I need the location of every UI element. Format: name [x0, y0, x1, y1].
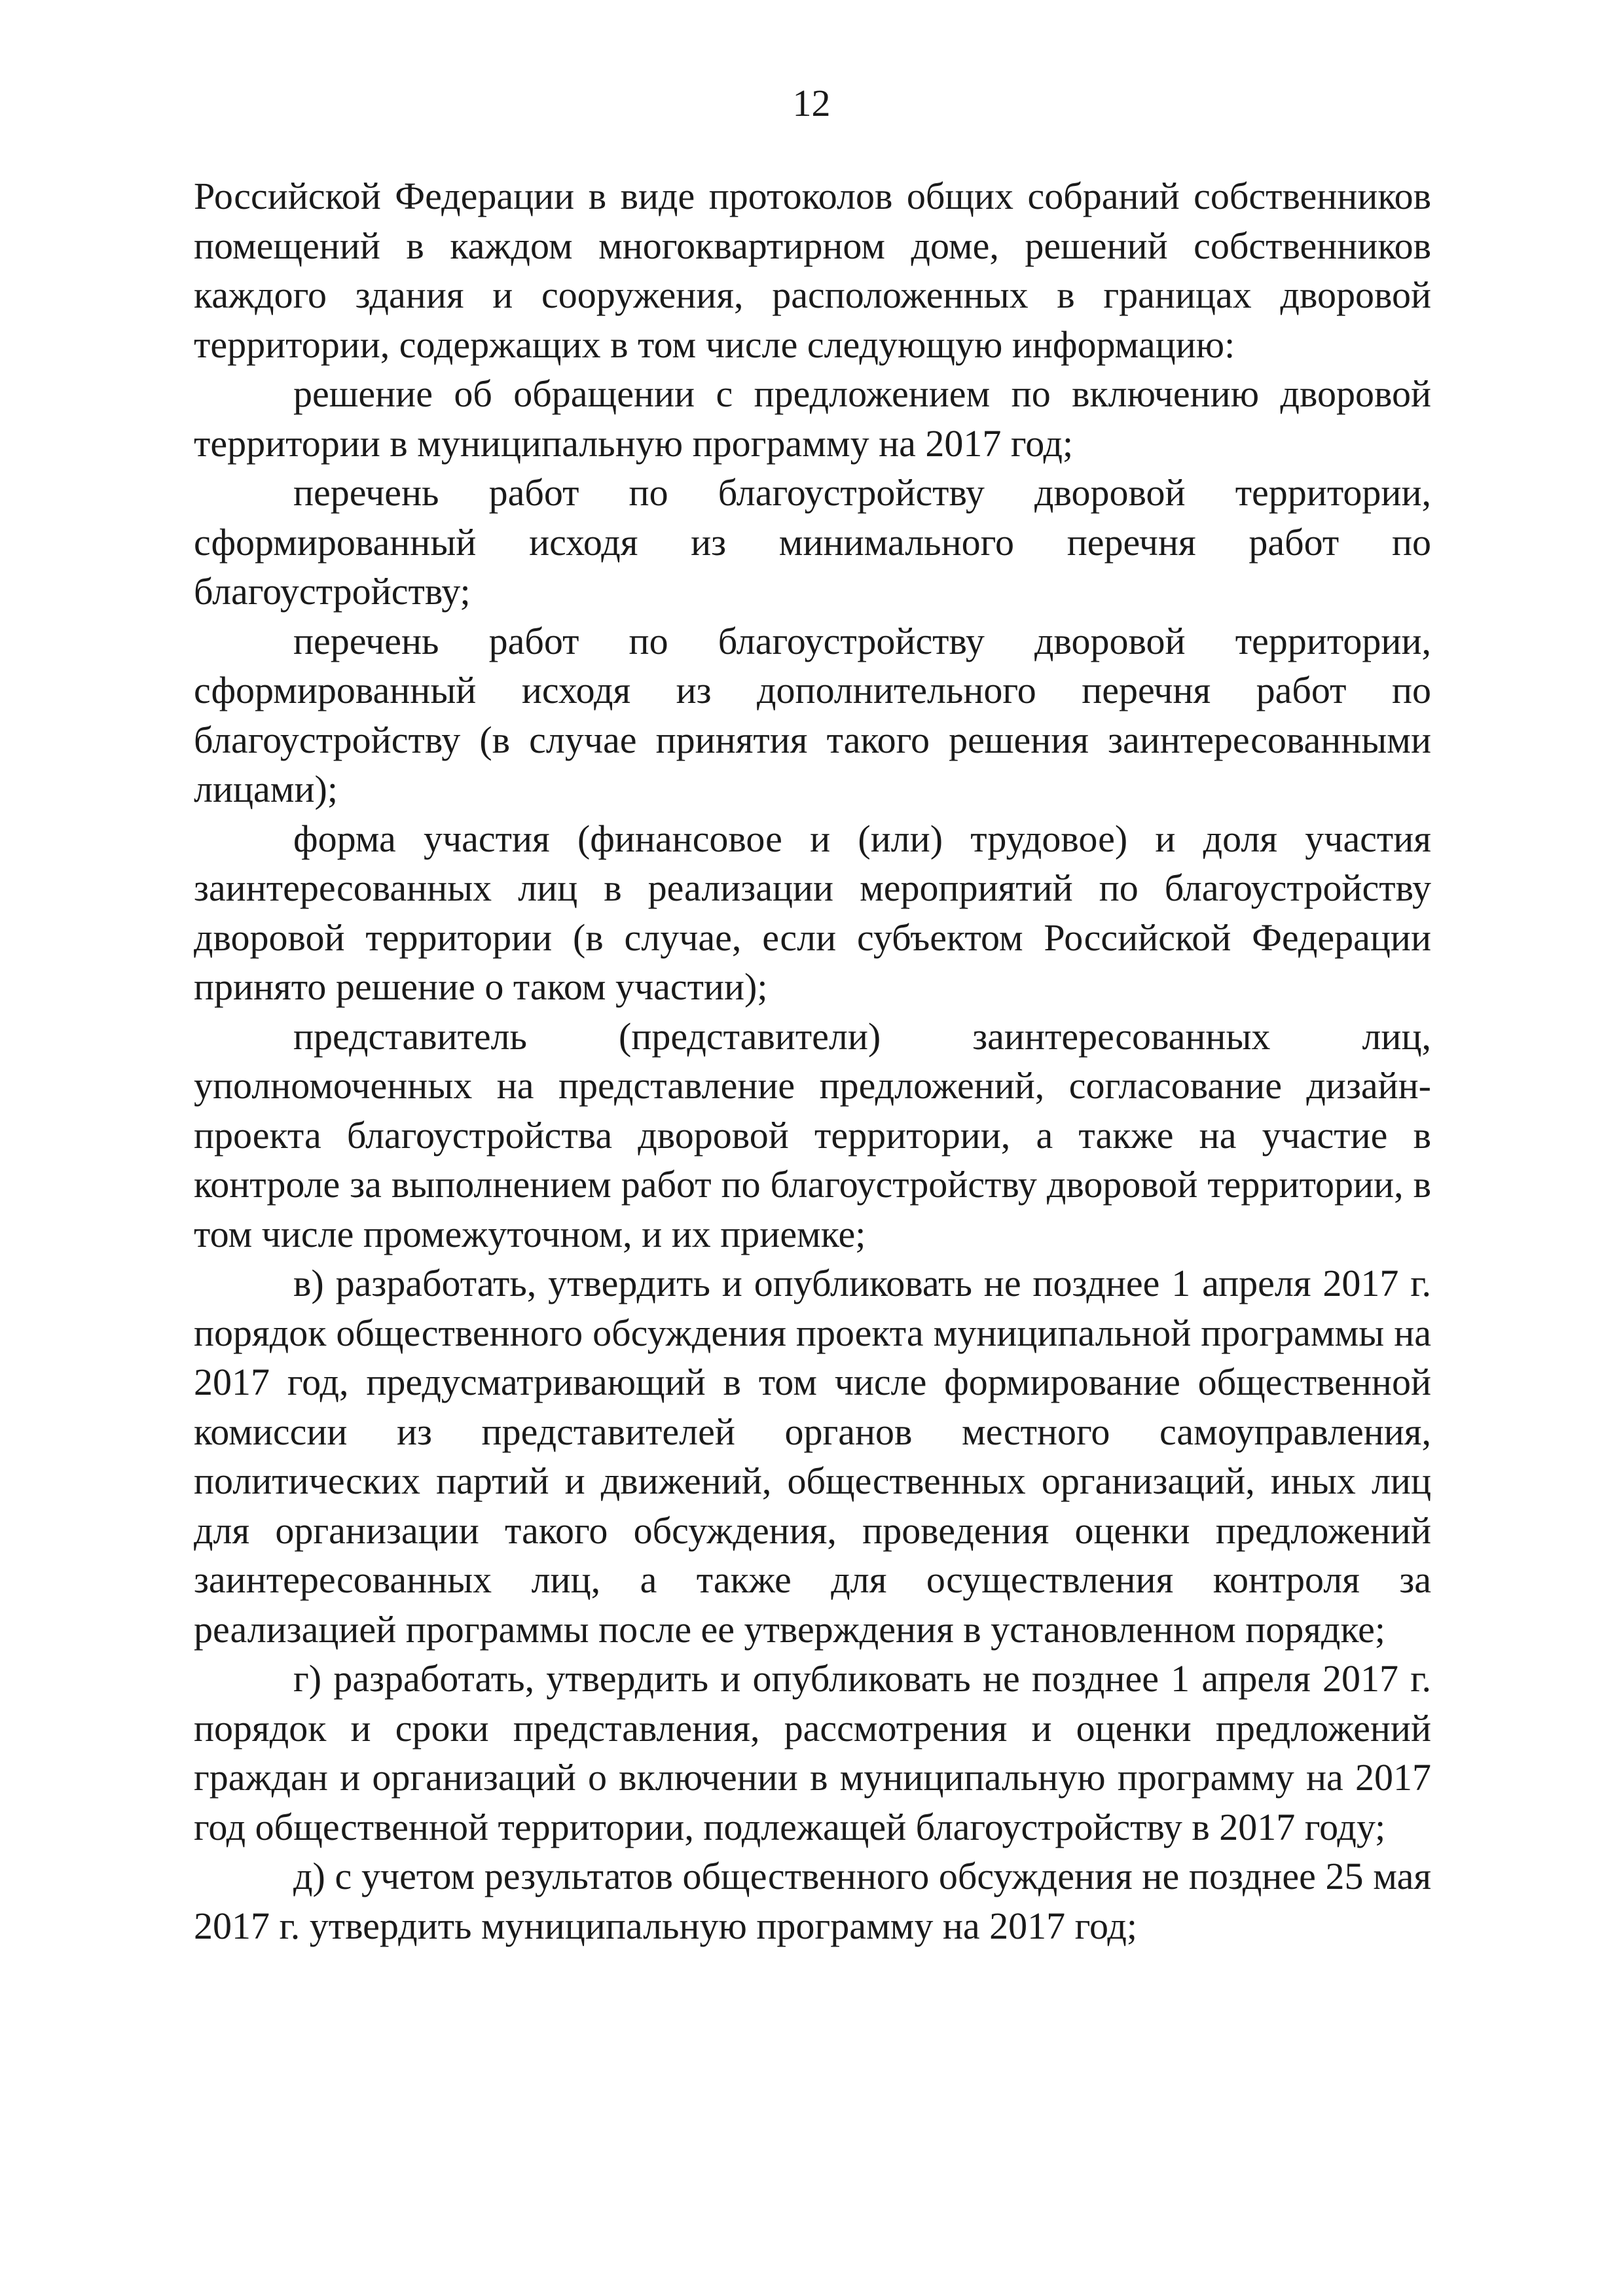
paragraph-decision-item: решение об обращении с предложением по включению дворовой территории в муниципальную программу на 2017 год; — [194, 372, 1431, 465]
paragraph-clause-v: в) разработать, утвердить и опубликовать не позднее 1 апреля 2017 г. порядок общественного обсуждения проекта муниципальной программы на 2017 год, предусматривающий в том числе формирование общественной комиссии из представителей органов местного самоуправления, политических партий и движений, общественных организаций, иных лиц для организации такого обсуждения, проведения оценки предложений заинтересованных лиц, а также для осуществления контроля за реализацией программы после ее утверждения в установленном порядке; — [194, 1262, 1431, 1651]
paragraph-clause-g: г) разработать, утвердить и опубликовать не позднее 1 апреля 2017 г. порядок и сроки представления, рассмотрения и оценки предложений граждан и организаций о включении в муниципальную программу на 2017 год общественной территории, подлежащей благоустройству в 2017 году; — [194, 1657, 1431, 1848]
document-body — [194, 171, 1431, 1950]
paragraph-participation-form-item: форма участия (финансовое и (или) трудовое) и доля участия заинтересованных лиц в реализации мероприятий по благоустройству дворовой территории (в случае, если субъектом Российской Федерации принято решение о таком участии); — [194, 817, 1431, 1008]
paragraph-representatives-item: представитель (представители) заинтересованных лиц, уполномоченных на представление предложений, согласование дизайн-проекта благоустройства дворовой территории, а также на участие в контроле за выполнением работ по благоустройству дворовой территории, в том числе промежуточном, и их приемке; — [194, 1014, 1431, 1255]
paragraph-clause-d: д) с учетом результатов общественного обсуждения не позднее 25 мая 2017 г. утвердить муниципальную программу на 2017 год; — [194, 1855, 1431, 1947]
paragraph-additional-works-item: перечень работ по благоустройству дворовой территории, сформированный исходя из дополнительного перечня работ по благоустройству (в случае принятия такого решения заинтересованными лицами); — [194, 619, 1431, 810]
page-number: 12 — [792, 82, 831, 124]
paragraph-minimal-works-item: перечень работ по благоустройству дворовой территории, сформированный исходя из минимального перечня работ по благоустройству; — [194, 471, 1431, 613]
paragraph-continuation: Российской Федерации в виде протоколов общих собраний собственников помещений в каждом многоквартирном доме, решений собственников каждого здания и сооружения, расположенных в границах дворовой территории, содержащих в том числе следующую информацию: — [194, 175, 1431, 366]
